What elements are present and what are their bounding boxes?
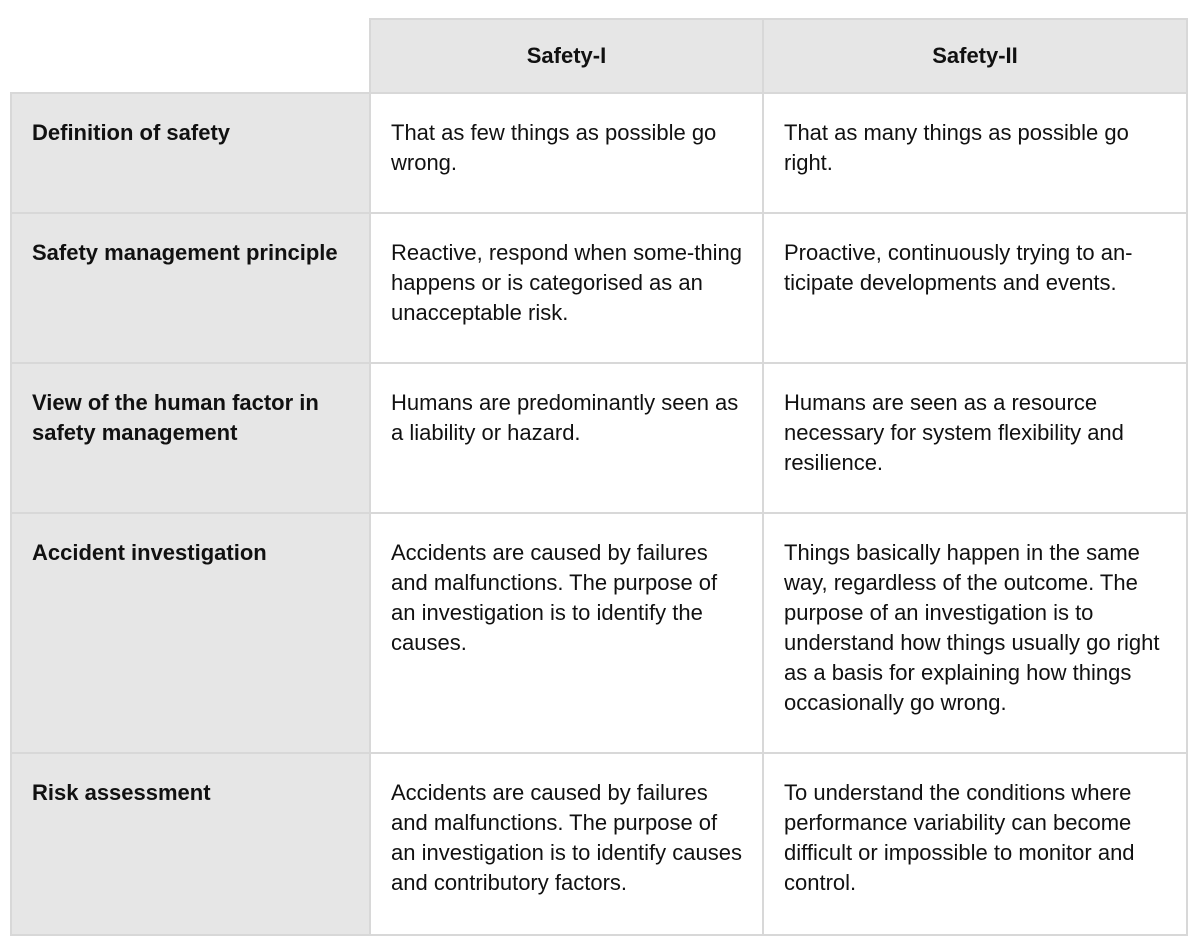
table-row bbox=[11, 753, 1187, 935]
safety-1-cell: Accidents are caused by failures and malfunctions. The purpose of an investigation is to identify causes and contributory factors. bbox=[370, 753, 763, 935]
table-row bbox=[11, 513, 1187, 753]
row-header: Definition of safety bbox=[11, 93, 370, 213]
comparison-table bbox=[10, 18, 1188, 936]
safety-2-cell: Humans are seen as a resource necessary for system flexibility and resilience. bbox=[763, 363, 1187, 513]
safety-1-cell: Accidents are caused by failures and malfunctions. The purpose of an investigation is to identify the causes. bbox=[370, 513, 763, 753]
safety-2-cell: To understand the conditions where performance variability can become difficult or impossible to monitor and control. bbox=[763, 753, 1187, 935]
row-header: Safety management principle bbox=[11, 213, 370, 363]
safety-2-cell: Proactive, continuously trying to an-ticipate developments and events. bbox=[763, 213, 1187, 363]
corner-cell bbox=[11, 19, 370, 93]
table-row bbox=[11, 93, 1187, 213]
safety-2-cell: That as many things as possible go right. bbox=[763, 93, 1187, 213]
header-row bbox=[11, 19, 1187, 93]
table-row bbox=[11, 213, 1187, 363]
row-header: Risk assessment bbox=[11, 753, 370, 935]
table-row bbox=[11, 363, 1187, 513]
row-header: View of the human factor in safety management bbox=[11, 363, 370, 513]
safety-1-cell: Humans are predominantly seen as a liability or hazard. bbox=[370, 363, 763, 513]
safety-1-cell: That as few things as possible go wrong. bbox=[370, 93, 763, 213]
column-header-safety-2: Safety-II bbox=[763, 19, 1187, 93]
safety-1-cell: Reactive, respond when some-thing happens or is categorised as an unacceptable risk. bbox=[370, 213, 763, 363]
safety-2-cell: Things basically happen in the same way, regardless of the outcome. The purpose of an investigation is to understand how things usually go right as a basis for explaining how things occasionally go wrong. bbox=[763, 513, 1187, 753]
row-header: Accident investigation bbox=[11, 513, 370, 753]
column-header-safety-1: Safety-I bbox=[370, 19, 763, 93]
